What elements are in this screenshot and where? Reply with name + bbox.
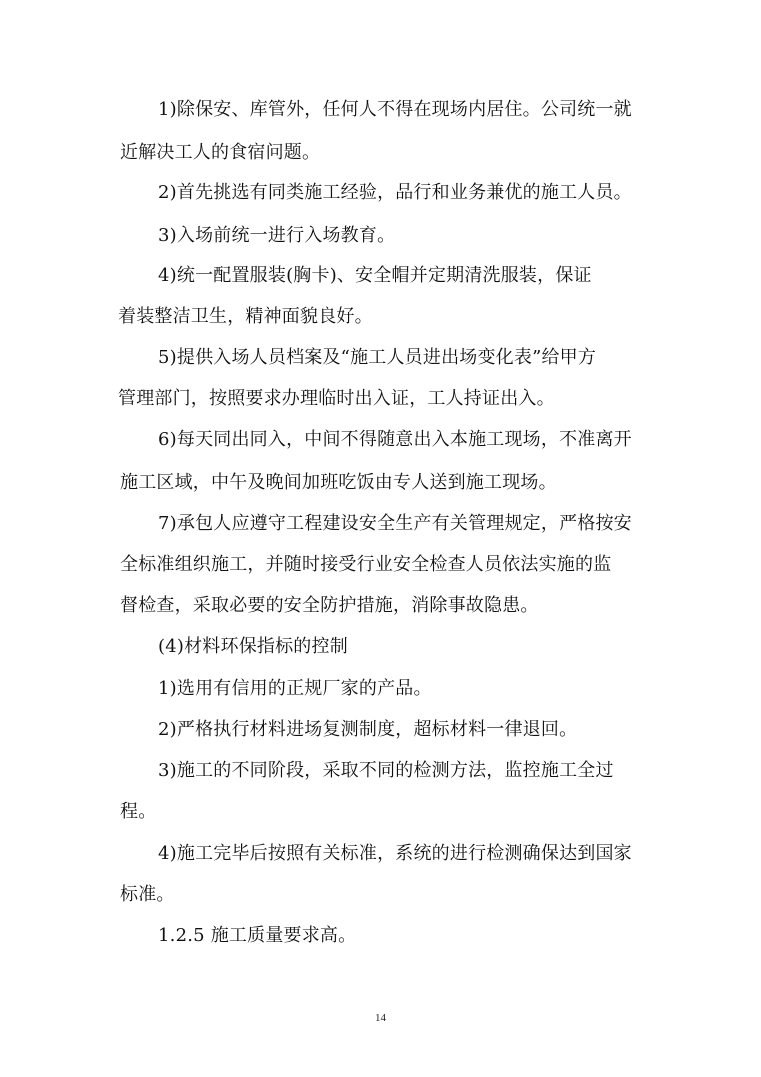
page-number: 14 — [375, 1012, 386, 1024]
text-line: 6)每天同出同入，中间不得随意出入本施工现场，不准离开 — [158, 429, 632, 450]
text-line: 3)入场前统一进行入场教育。 — [158, 225, 396, 246]
text-line: 5)提供入场人员档案及“施工人员进出场变化表”给甲方 — [158, 347, 597, 368]
text-line: 7)承包人应遵守工程建设安全生产有关管理规定，严格按安 — [158, 513, 632, 534]
text-line: 1)选用有信用的正规厂家的产品。 — [158, 678, 432, 699]
text-line: 2)严格执行材料进场复测制度，超标材料一律退回。 — [158, 719, 578, 740]
text-line: 督检查，采取必要的安全防护措施，消除事故隐患。 — [120, 595, 539, 616]
text-line: 近解决工人的食宿问题。 — [120, 142, 321, 163]
text-line: 2)首先挑选有同类施工经验，品行和业务兼优的施工人员。 — [158, 182, 632, 203]
text-line: 程。 — [120, 801, 157, 822]
text-line: 4)施工完毕后按照有关标准，系统的进行检测确保达到国家 — [158, 843, 632, 864]
text-line: 着装整洁卫生，精神面貌良好。 — [118, 306, 373, 327]
text-line: 全标准组织施工，并随时接受行业安全检查人员依法实施的监 — [120, 554, 612, 575]
section-heading: 1.2.5 施工质量要求高。 — [158, 925, 357, 946]
text-line: 1)除保安、库管外，任何人不得在现场内居住。公司统一就 — [158, 99, 632, 120]
text-line: 3)施工的不同阶段，采取不同的检测方法，监控施工全过 — [158, 760, 614, 781]
text-line: 施工区域，中午及晚间加班吃饭由专人送到施工现场。 — [120, 472, 557, 493]
text-line: 4)统一配置服装(胸卡)、安全帽并定期清洗服装，保证 — [158, 265, 592, 286]
text-line: 管理部门，按照要求办理临时出入证，工人持证出入。 — [118, 388, 555, 409]
text-line: (4)材料环保指标的控制 — [158, 636, 348, 657]
text-line: 标准。 — [120, 884, 175, 905]
